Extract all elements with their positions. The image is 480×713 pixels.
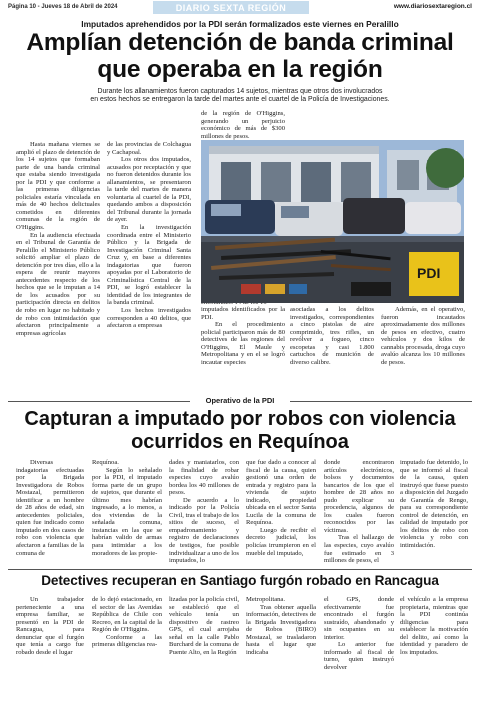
article3-paragraph: Metropolitana. bbox=[246, 596, 286, 603]
masthead-band bbox=[153, 1, 309, 14]
article3-paragraph: Tras obtener aquella información, detectives de la Brigada Investigadora de Robos (BIRO) Mostazal, se trasladaron hasta el lugar que indicaba bbox=[246, 603, 316, 656]
page-info: Página 10 - Jueves 18 de Abril de 2024 bbox=[8, 4, 118, 10]
article1-deck-line2: en estos hechos se entregaron la tarde del martes ante el cuartel de la Policía de Investigaciones. bbox=[90, 96, 390, 103]
article2-paragraph: imputado fue detenido, lo que se informó al fiscal de la causa, quien instruyó que fuese puesto a disposición del Juzgado de Garantía de Rengo, para su correspondiente control de detención, en calidad de imputado por los delitos de robo con violencia y robo con intimidación. bbox=[400, 459, 468, 550]
article1-paragraph: de las provincias de Colchagua y Cachapoal. bbox=[107, 141, 191, 156]
article2-paragraph: Diversas indagatorias efectuadas por la Brigada Investigadora de Robos Mostazal, permitieron identificar a un hombre de 28 años de edad, sin antecedentes policiales, quien fue indicado como imputado en dos casos de robo con violencia que afectaron a familias de la comuna de bbox=[16, 459, 84, 557]
newspaper-brand: DIARIO SEXTA REGIÓN bbox=[175, 2, 287, 13]
article2-paragraph: Tras el hallazgo de las especies, cuyo avalúo fue estimado en 3 millones de pesos, el bbox=[324, 534, 394, 565]
article1-column-3b bbox=[201, 306, 285, 366]
article1-paragraph: En la investigación coordinada entre el Ministerio Público y la Brigada de Investigación Criminal Santa Cruz y, en base a diferentes indagatorias que fueron apoyadas por el Laboratorio de Criminalística Central de la PDI, se logró establecer la identidad de los integrantes de la banda criminal. bbox=[107, 224, 191, 307]
article2-column-2 bbox=[92, 459, 162, 557]
article2-column-5 bbox=[324, 459, 394, 565]
article2-paragraph: De acuerdo a lo indicado por la Policía Civil, tras el trabajo de los sitios de suceso, el empadronamiento y registro de declaraciones de testigos, fue posible individualizar a uno de los imputados, lo bbox=[169, 496, 239, 565]
article1-kicker: Imputados aprehendidos por la PDI serán formalizados este viernes en Peralillo bbox=[81, 19, 399, 29]
article3-paragraph: el vehículo a la empresa propietaria, mientras que la PDI continúa diligencias para establecer la motivación del delito, así como la identidad y paradero de los imputados. bbox=[400, 596, 468, 656]
website-url[interactable]: www.diariosextaregion.cl bbox=[393, 3, 472, 10]
article3-paragraph: el GPS, donde efectivamente fue encontrado el furgón sustraído, abandonado y sin ocupantes en su interior. bbox=[324, 596, 394, 641]
article3-column-3 bbox=[169, 596, 239, 656]
article3-column-4 bbox=[246, 596, 316, 656]
article2-column-4 bbox=[246, 459, 316, 557]
article1-headline-line2: que operaba en la región bbox=[97, 56, 383, 83]
article1-column-2 bbox=[107, 141, 191, 330]
article2-paragraph: Según lo señalado por la PDI, el imputado forma parte de un grupo de sujetos, que durante el último mes habrían ingresado, a lo menos, a dos viviendas de la señalada comuna, instancias en las que se habrían valido de armas para intimidar a los moradores de las propie- bbox=[92, 466, 162, 557]
article1-deck-line1: Durante los allanamientos fueron capturados 14 sujetos, mientras que otros dos involucrados bbox=[97, 88, 383, 95]
article3-paragraph: Un trabajador perteneciente a una empresa familiar, se presentó en la PDI de Rancagua, para denunciar que el furgón que tenía a cargo fue robado desde el lugar bbox=[16, 596, 84, 656]
article3-paragraph: de lo dejó estacionado, en el sector de las Avenidas República de Chile con Recreo, en la capital de la Región de O'Higgins. bbox=[92, 596, 162, 634]
pdi-photo-label: PDI bbox=[417, 265, 441, 281]
article1-paragraph: de la región de O'Higgins, generando un perjuicio económico de más de $300 millones de pesos. bbox=[201, 110, 285, 140]
article1-paragraph: Los hechos investigados corresponden a 40 delitos, que afectaron a empresas bbox=[107, 307, 191, 330]
article2-column-1 bbox=[16, 459, 84, 557]
article2-paragraph: Requínoa. bbox=[92, 459, 119, 466]
article3-column-6 bbox=[400, 596, 468, 656]
article1-paragraph: En el procedimiento policial participaron más de 80 detectives de las regiones del O'Higgins, El Maule y Metropolitana y en el se logró incautar especies bbox=[201, 321, 285, 366]
seized-items-photo bbox=[201, 140, 464, 303]
article3-column-2 bbox=[92, 596, 162, 649]
article2-paragraph: que fue dado a conocer al fiscal de la causa, quien gestionó una orden de entrada y registro para la vivienda de sujeto indicado, propiedad ubicada en el sector Santa Lucila de la comuna de Requínoa. bbox=[246, 459, 316, 527]
article2-paragraph: donde encontraron artículos electrónicos, bolsos y documentos bancarios de los que el hombre de 28 años no pudo explicar su procedencia, algunos de los cuales fueron reconocidos por las víctimas. bbox=[324, 459, 394, 534]
article1-paragraph: Hasta mañana viernes se amplió el plazo de detención de los 14 sujetos que formaban parte de una banda criminal que estaba siendo investigada por la PDI y que conforme a las primeras diligencias policiales estaría vinculada en más de 40 hechos delictuales cometidos en diferentes comunas de la región de O'Higgins. bbox=[16, 141, 100, 232]
article2-headline-line2: ocurridos en Requínoa bbox=[131, 431, 349, 453]
article1-paragraph: asociadas a los delitos investigados, correspondientes a cinco pistolas de aire comprimido, tres rifles, un revólver a fogueo, cinco escopetas y casi 1.800 cartuchos de munición de diverso calibre. bbox=[290, 306, 374, 366]
article2-kicker: Operativo de la PDI bbox=[190, 396, 290, 405]
section-divider-2 bbox=[8, 569, 472, 570]
article3-headline: Detectives recuperan en Santiago furgón robado en Rancagua bbox=[41, 573, 439, 588]
article1-paragraph: En la audiencia efectuada en el Tribunal de Garantía de Peralillo el Ministerio Público solicitó ampliar el plazo de detención por tres días, ello a la espera de reunir mayores antecedentes respecto de los hechos que se le imputan a 14 de los acusados por su participación directa en delitos de robo en lugar no habitado y de robo con intimidación que afectaron principalmente a empresas agrícolas bbox=[16, 231, 100, 337]
article3-paragraph: Lo anterior fue informado al fiscal de turno, quien instruyó devolver bbox=[324, 641, 394, 671]
article3-paragraph: lizadas por la policía civil, se estableció que el vehículo tenía un dispositivo de rastreo GPS, el cual arrojaba señal en la calle Pablo Burchard de la comuna de Puente Alto, en la Región bbox=[169, 596, 239, 656]
article3-column-1 bbox=[16, 596, 84, 656]
article2-headline-line1: Capturan a imputado por robos con violencia bbox=[24, 408, 456, 430]
article3-paragraph: Conforme a las primeras diligencias rea- bbox=[92, 633, 162, 649]
article1-column-5 bbox=[381, 306, 465, 366]
article2-column-6 bbox=[400, 459, 468, 550]
article3-column-5 bbox=[324, 596, 394, 671]
article1-column-4 bbox=[290, 306, 374, 366]
article2-paragraph: Luego de recibir el decreto judicial, los policías irrumpieron en el mueble del imputado, bbox=[246, 526, 316, 557]
article2-paragraph: dades y maniatarlos, con la finalidad de robar especies cuyo avalúo bordea los 40 millones de pesos. bbox=[169, 459, 239, 497]
article1-paragraph: imputados identificados por la PDI. bbox=[201, 306, 285, 321]
article2-column-3 bbox=[169, 459, 239, 565]
article1-paragraph: Los otros dos imputados, acusados por receptación y que no fueron detenidos durante los allanamientos, se presentaron la tarde del martes de manera voluntaria al cuartel de la PDI, quedando ambos a disposición del Tribunal durante la jornada de ayer. bbox=[107, 156, 191, 224]
article1-column-1 bbox=[16, 141, 100, 337]
article1-headline-line1: Amplían detención de banda criminal bbox=[26, 29, 454, 56]
article1-paragraph: Además, en el operativo, fueron incautados aproximadamente dos millones de pesos en efectivo, cuatro vehículos y dos kilos de cannabis procesada, droga cuyo avalúo alcanza los 10 millones de pesos. bbox=[381, 306, 465, 366]
